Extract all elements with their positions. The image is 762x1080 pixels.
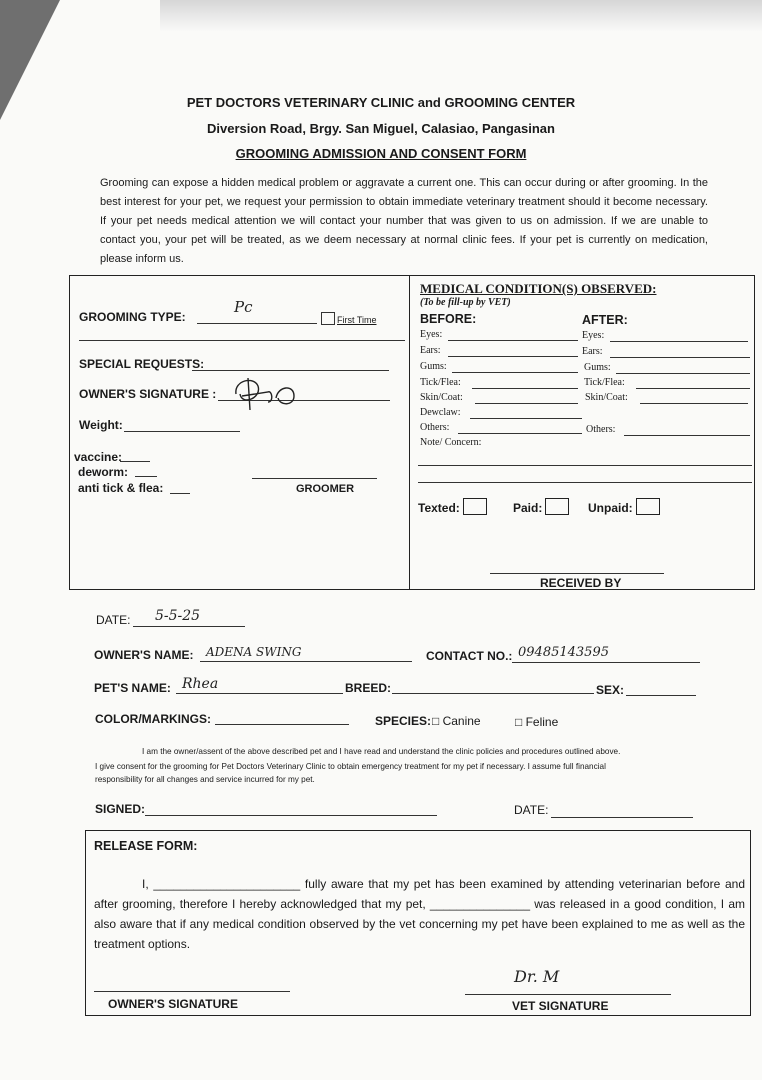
color-markings-field[interactable]: [215, 724, 349, 725]
before-skincoat-field[interactable]: [475, 403, 578, 404]
before-heading: BEFORE:: [420, 312, 477, 326]
grooming-type-value: Pc: [234, 298, 253, 316]
after-ears-label: Ears:: [582, 346, 603, 357]
unpaid-checkbox[interactable]: [588, 498, 660, 515]
vaccine-label: vaccine:: [74, 450, 123, 464]
date-label: DATE:: [96, 613, 131, 627]
unpaid-label: Unpaid:: [588, 501, 633, 515]
anti-tick-field[interactable]: [170, 493, 190, 494]
after-eyes-field[interactable]: [610, 341, 748, 342]
weight-field[interactable]: [124, 431, 240, 432]
pet-name-field[interactable]: [176, 693, 343, 694]
after-others-field[interactable]: [624, 435, 750, 436]
page-edge-shadow: [160, 0, 762, 32]
received-by-line[interactable]: [490, 573, 664, 574]
vaccine-field[interactable]: [120, 461, 150, 462]
groomer-label: GROOMER: [296, 483, 355, 495]
contact-value: 09485143595: [518, 645, 609, 660]
owner-signature-caption: OWNER'S SIGNATURE: [108, 997, 238, 1011]
box-divider: [409, 276, 410, 589]
before-eyes-field[interactable]: [448, 340, 578, 341]
after-ears-field[interactable]: [610, 357, 750, 358]
after-tickflea-label: Tick/Flea:: [584, 377, 625, 388]
date-value: 5-5-25: [155, 608, 201, 624]
deworm-field[interactable]: [135, 476, 157, 477]
consent-line-1: I am the owner/assent of the above described pet and I have read and understand the clinic policies and procedures outlined above.: [142, 747, 621, 756]
before-dewclaw-field[interactable]: [470, 418, 582, 419]
date-field[interactable]: [133, 626, 245, 627]
consent-line-2: I give consent for the grooming for Pet Doctors Veterinary Clinic to obtain emergency treatment for my pet if necessary. I assume full financial: [95, 762, 606, 771]
owner-signature-line[interactable]: [94, 991, 290, 992]
unpaid-box-icon: [636, 498, 660, 515]
after-others-label: Others:: [586, 424, 616, 435]
note-line-1[interactable]: [418, 465, 752, 466]
release-title: RELEASE FORM:: [94, 839, 198, 853]
contact-label: CONTACT NO.:: [426, 649, 513, 663]
before-others-label: Others:: [420, 422, 450, 433]
first-time-checkbox[interactable]: [321, 312, 377, 325]
before-dewclaw-label: Dewclaw:: [420, 407, 461, 418]
clinic-address: Diversion Road, Brgy. San Miguel, Calasiao, Pangasinan: [207, 121, 555, 136]
date2-field[interactable]: [551, 817, 693, 818]
before-ears-field[interactable]: [448, 356, 578, 357]
sex-field[interactable]: [626, 695, 696, 696]
pet-name-value: Rhea: [182, 676, 219, 692]
owner-name-label: OWNER'S NAME:: [94, 648, 194, 662]
texted-label: Texted:: [418, 501, 460, 515]
first-time-label: First Time: [337, 315, 377, 325]
before-tickflea-field[interactable]: [472, 388, 578, 389]
after-skincoat-field[interactable]: [640, 403, 748, 404]
after-tickflea-field[interactable]: [636, 388, 750, 389]
sex-label: SEX:: [596, 683, 625, 697]
received-by-label: RECEIVED BY: [540, 576, 622, 590]
texted-box-icon: [463, 498, 487, 515]
owner-signature-scribble: [228, 372, 300, 412]
grooming-type-label: GROOMING TYPE:: [79, 310, 186, 324]
special-requests-field[interactable]: [192, 370, 389, 371]
pet-name-label: PET'S NAME:: [94, 681, 171, 695]
signed-field[interactable]: [145, 815, 437, 816]
color-markings-label: COLOR/MARKINGS:: [95, 712, 211, 726]
owner-name-field[interactable]: [200, 661, 412, 662]
after-skincoat-label: Skin/Coat:: [585, 392, 628, 403]
form-title: GROOMING ADMISSION AND CONSENT FORM: [235, 146, 527, 161]
before-eyes-label: Eyes:: [420, 329, 443, 340]
special-requests-label: SPECIAL REQUESTS:: [79, 357, 205, 371]
grooming-type-field[interactable]: [197, 323, 317, 324]
vet-signature-caption: VET SIGNATURE: [512, 999, 609, 1013]
breed-label: BREED:: [345, 681, 392, 695]
clinic-name: PET DOCTORS VETERINARY CLINIC and GROOMING CENTER: [186, 95, 576, 110]
before-gums-field[interactable]: [452, 372, 578, 373]
release-text: I, ______________________ fully aware that my pet has been examined by attending veterinarian before and after grooming, therefore I hereby acknowledged that my pet, _______________ was released in a good condition, I am also aware that if any medical condition observed by the vet concerning my pet have been explained to me as well as the treatment options.: [94, 877, 745, 951]
before-others-field[interactable]: [458, 433, 582, 434]
date2-label: DATE:: [514, 803, 549, 817]
vet-signature-value: Dr. M: [514, 967, 560, 986]
after-eyes-label: Eyes:: [582, 330, 605, 341]
after-gums-label: Gums:: [584, 362, 611, 373]
weight-label: Weight:: [79, 418, 123, 432]
breed-field[interactable]: [392, 693, 594, 694]
canine-option[interactable]: □ Canine: [432, 714, 481, 728]
owner-name-value: ADENA SWING: [206, 645, 302, 659]
feline-option[interactable]: □ Feline: [515, 715, 559, 729]
deworm-label: deworm:: [78, 465, 129, 479]
note-line-2[interactable]: [418, 482, 752, 483]
groomer-signature-line[interactable]: [252, 478, 377, 479]
owner-signature-label: OWNER'S SIGNATURE :: [79, 387, 217, 401]
vet-signature-line[interactable]: [465, 994, 671, 995]
before-skincoat-label: Skin/Coat:: [420, 392, 463, 403]
grooming-type-extra-line[interactable]: [79, 340, 405, 341]
intro-paragraph: Grooming can expose a hidden medical problem or aggravate a current one. This can occur during or after grooming. In the best interest for your pet, we request your permission to obtain immediate veterinary treatment should it become necessary. If your pet needs medical attention we will contact your number that was given to us on admission. If we are unable to contact you, your pet will be treated, as we deem necessary at normal clinic fees. If your pet is currently on medication, please inform us.: [100, 177, 708, 265]
contact-field[interactable]: [512, 662, 700, 663]
note-label: Note/ Concern:: [420, 437, 482, 448]
medical-title: MEDICAL CONDITION(S) OBSERVED:: [420, 281, 657, 296]
checkbox-icon: [321, 312, 335, 325]
signed-label: SIGNED:: [95, 802, 146, 816]
consent-line-3: responsibility for all changes and service incurred for my pet.: [95, 775, 315, 784]
after-gums-field[interactable]: [616, 373, 750, 374]
species-label: SPECIES:: [375, 714, 432, 728]
after-heading: AFTER:: [582, 313, 628, 327]
paid-label: Paid:: [513, 501, 543, 515]
medical-subtitle: (To be fill-up by VET): [420, 297, 511, 308]
anti-tick-label: anti tick & flea:: [78, 481, 164, 495]
before-gums-label: Gums:: [420, 361, 447, 372]
before-tickflea-label: Tick/Flea:: [420, 377, 461, 388]
before-ears-label: Ears:: [420, 345, 441, 356]
paid-checkbox[interactable]: [513, 498, 569, 515]
texted-checkbox[interactable]: [418, 498, 487, 515]
paid-box-icon: [545, 498, 569, 515]
